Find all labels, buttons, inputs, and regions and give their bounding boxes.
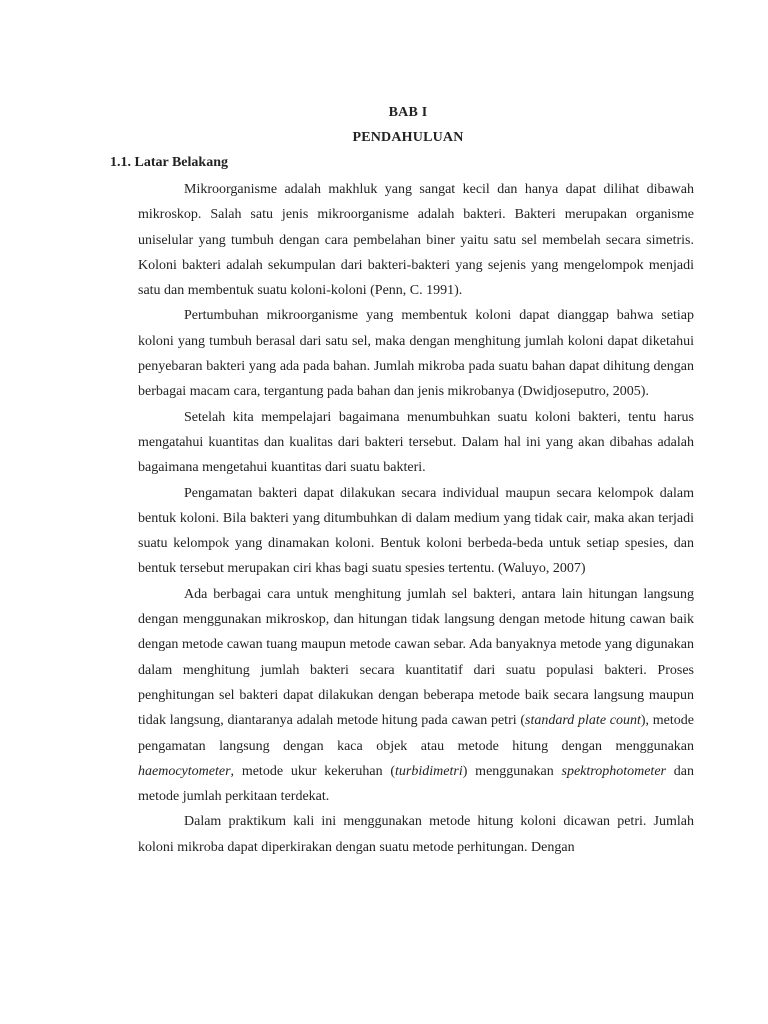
paragraph-2 [138,303,694,404]
paragraph-4 [138,481,694,582]
paragraph-text: ), metode pengamatan langsung dengan kaca objek atau metode hitung dengan menggunakan [138,713,695,754]
section-heading: 1.1. Latar Belakang [110,155,228,170]
paragraph-5 [138,582,694,810]
italic-term: turbidimetri [395,763,463,779]
paragraph-text: Setelah kita mempelajari bagaimana menumbuhkan suatu koloni bakteri, tentu harus mengatahui kuantitas dan kualitas dari bakteri tersebut. Dalam hal ini yang akan dibahas adalah bagaimana mengetahui kuantitas dari suatu bakteri. [138,409,694,476]
paragraph-text: Mikroorganisme adalah makhluk yang sangat kecil dan hanya dapat dilihat dibawah mikroskop. Salah satu jenis mikroorganisme adalah bakteri. Bakteri merupakan organisme uniselular yang tumbuh dengan cara pembelahan biner yaitu satu sel membelah secara simetris. Koloni bakteri adalah sekumpulan dari bakteri-bakteri yang sejenis yang mengelompok menjadi satu dan membentuk suatu koloni-koloni (Penn, C. 1991). [138,182,694,299]
paragraph-text: Ada berbagai cara untuk menghitung jumlah sel bakteri, antara lain hitungan langsung dengan menggunakan mikroskop, dan hitungan tidak langsung dengan metode hitung cawan baik dengan metode cawan tuang maupun metode cawan sebar. Ada banyaknya metode yang digunakan dalam menghitung jumlah bakteri secara kuantitatif dari suatu populasi bakteri. Proses penghitungan sel bakteri dapat dilakukan dengan beberapa metode baik secara langsung maupun tidak langsung, diantaranya adalah metode hitung pada cawan petri ( [138,586,694,729]
paragraph-text: Dalam praktikum kali ini menggunakan metode hitung koloni dicawan petri. Jumlah koloni mikroba dapat diperkirakan dengan suatu metode perhitungan. Dengan [138,814,694,855]
italic-term: spektrophotometer [561,763,666,779]
italic-term: haemocytometer [138,763,231,779]
paragraph-text: ) menggunakan [462,763,562,779]
body-text [138,177,694,860]
chapter-title: PENDAHULUAN [352,130,464,145]
paragraph-1 [138,177,694,303]
paragraph-3 [138,405,694,481]
italic-term: standard plate count [525,713,641,729]
paragraph-text: dan metode jumlah perkitaan terdekat. [138,763,694,805]
paragraph-6 [138,809,694,860]
paragraph-text: , metode ukur kekeruhan ( [230,763,396,779]
paragraph-text: Pengamatan bakteri dapat dilakukan secara individual maupun secara kelompok dalam bentuk koloni. Bila bakteri yang ditumbuhkan di dalam medium yang tidak cair, maka akan terjadi suatu kelompok yang dinamakan koloni. Bentuk koloni berbeda-beda untuk setiap spesies, dan bentuk tersebut merupakan ciri khas bagi suatu spesies tertentu. (Waluyo, 2007) [138,485,694,577]
chapter-number: BAB I [388,105,428,120]
paragraph-text: Pertumbuhan mikroorganisme yang membentuk koloni dapat dianggap bahwa setiap koloni yang tumbuh berasal dari satu sel, maka dengan menghitung jumlah koloni dapat diketahui penyebaran bakteri yang ada pada bahan. Jumlah mikroba pada suatu bahan dapat dihitung dengan berbagai macam cara, tergantung pada bahan dan jenis mikrobanya (Dwidjoseputro, 2005). [138,308,694,400]
